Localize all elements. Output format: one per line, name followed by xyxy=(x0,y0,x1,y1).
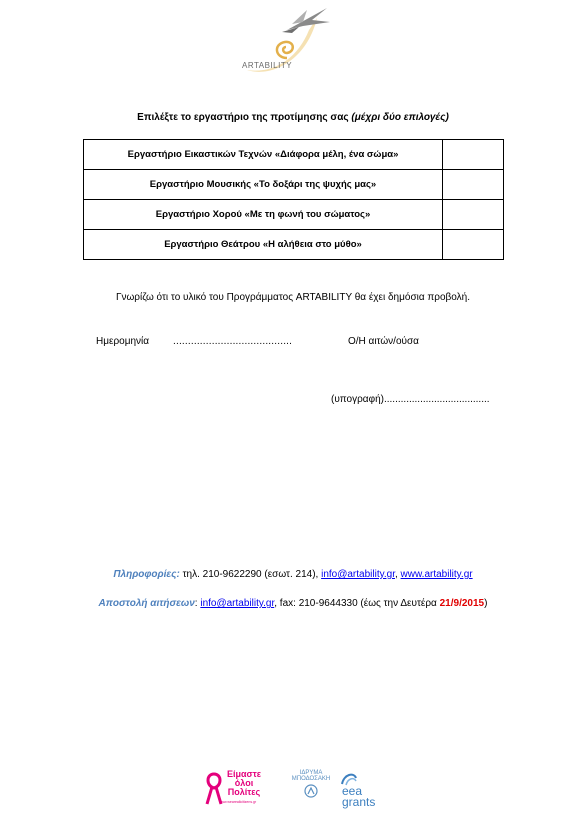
workshop-table xyxy=(83,139,504,260)
date-label: Ημερομηνία xyxy=(96,336,150,347)
workshop-label: Εργαστήριο Θεάτρου «Η αλήθεια στο μύθο» xyxy=(84,230,443,260)
apply-close: ) xyxy=(484,598,488,609)
artability-logo xyxy=(237,0,347,80)
info-sep: , xyxy=(394,569,401,580)
foundation-emblem-icon xyxy=(304,784,318,798)
info-phone: τηλ. 210-9622290 (εσωτ. 214), xyxy=(179,569,322,580)
workshop-label: Εργαστήριο Μουσικής «Το δοξάρι της ψυχής μας» xyxy=(84,170,443,200)
workshop-heading xyxy=(0,112,586,123)
eea-grants-logo xyxy=(340,772,390,812)
signature-label: (υπογραφή) xyxy=(331,394,384,405)
workshop-label: Εργαστήριο Εικαστικών Τεχνών «Διάφορα μέλη, ένα σώμα» xyxy=(84,140,443,170)
citizens-line3: Πολίτες xyxy=(227,787,261,797)
eea-line1: eea xyxy=(342,784,363,798)
workshop-checkbox-cell[interactable] xyxy=(443,200,504,230)
heading-text: Επιλέξτε το εργαστήριο της προτίμησης σας xyxy=(137,112,352,123)
apply-label: Αποστολή αιτήσεων xyxy=(98,598,195,609)
workshop-checkbox-cell[interactable] xyxy=(443,170,504,200)
heading-note: (μέχρι δύο επιλογές) xyxy=(351,112,449,123)
signature-field[interactable]: ...................................... xyxy=(383,394,490,405)
foundation-line1: ΙΔΡΥΜΑ xyxy=(299,770,323,776)
table-row xyxy=(84,230,504,260)
citizens-url: www.weareallcitizens.gr xyxy=(219,800,257,804)
foundation-line2: ΜΠΟΔΟΣΑΚΗ xyxy=(291,776,331,782)
table-row xyxy=(84,200,504,230)
website-link[interactable]: www.artability.gr xyxy=(400,569,473,580)
apply-line xyxy=(0,598,586,609)
date-field[interactable]: ........................................ xyxy=(173,336,293,347)
citizens-logo xyxy=(204,770,274,810)
info-label: Πληροφορίες: xyxy=(113,569,180,580)
citizens-line1: Είμαστε xyxy=(227,769,261,779)
eea-line2: grants xyxy=(342,795,376,809)
table-row xyxy=(84,170,504,200)
apply-email-link[interactable]: info@artability.gr xyxy=(200,598,275,609)
apply-colon: : xyxy=(194,598,201,609)
foundation-logo xyxy=(286,770,336,810)
workshop-label: Εργαστήριο Χορού «Με τη φωνή του σώματος» xyxy=(84,200,443,230)
info-email-link[interactable]: info@artability.gr xyxy=(321,569,395,580)
signature-line xyxy=(331,394,490,405)
citizens-line2: όλοι xyxy=(234,778,254,788)
info-line xyxy=(0,569,586,580)
apply-fax: , fax: 210-9644330 (έως την Δευτέρα xyxy=(274,598,440,609)
consent-text: Γνωρίζω ότι το υλικό του Προγράμματος ARTABILITY θα έχει δημόσια προβολή. xyxy=(115,292,471,303)
workshop-checkbox-cell[interactable] xyxy=(443,230,504,260)
deadline-date: 21/9/2015 xyxy=(439,598,485,609)
artability-logo-text: ARTABILITY xyxy=(242,61,293,70)
guardian-label: Ο/Η αιτών/ούσα xyxy=(348,336,419,347)
table-row xyxy=(84,140,504,170)
workshop-checkbox-cell[interactable] xyxy=(443,140,504,170)
